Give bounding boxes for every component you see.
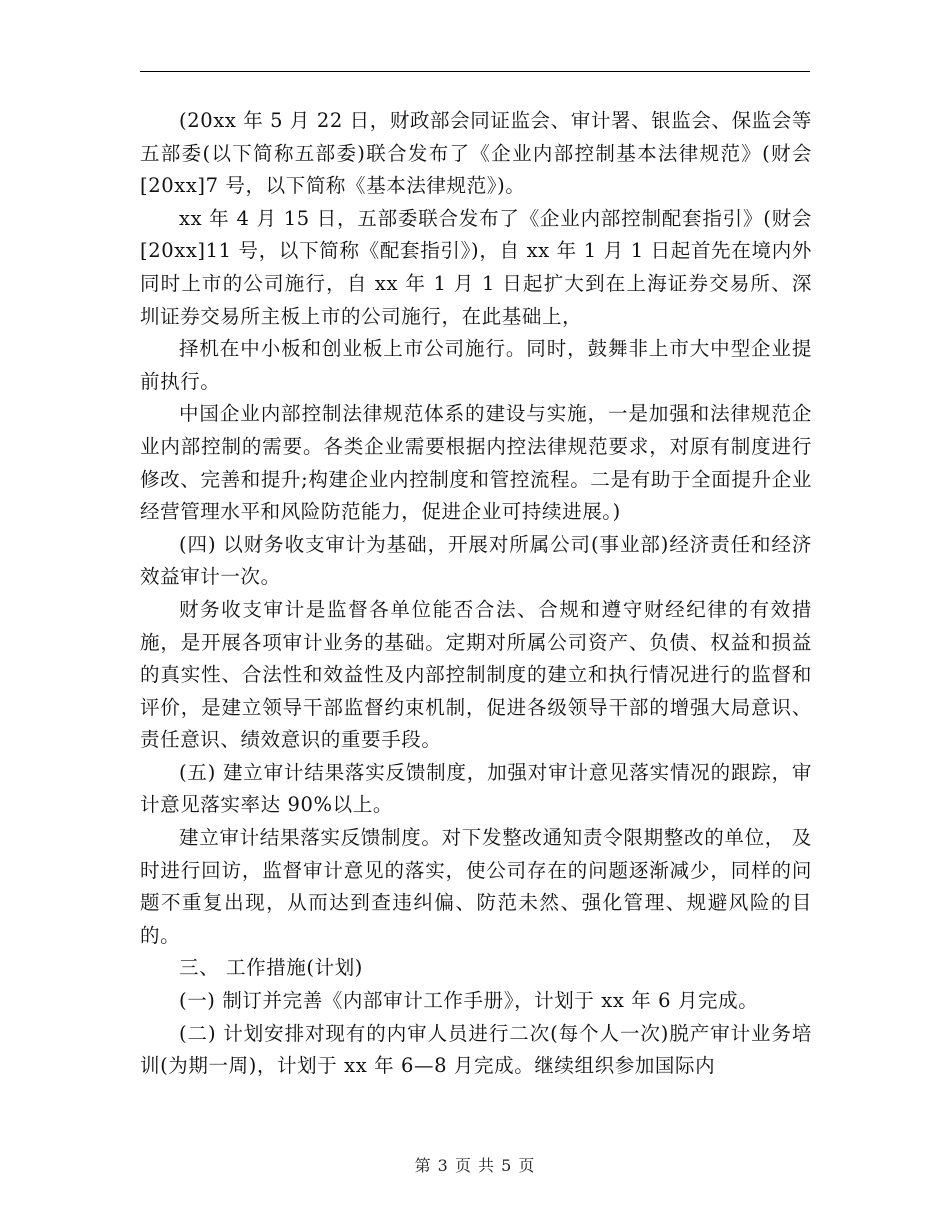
section-heading-5: (五) 建立审计结果落实反馈制度，加强对审计意见落实情况的跟踪，审计意见落实率达 90%以上。 — [140, 760, 812, 817]
paragraph: xx 年 4 月 15 日，五部委联合发布了《企业内部控制配套指引》(财会[20xx]11 号，以下简称《配套指引》)，自 xx 年 1 月 1 日起首先在境内外同时上市的公司施行，自 xx 年 1 月 1 日起扩大到在上海证券交易所、深圳证券交易所主板上市的公司施行，在此基础上， — [140, 206, 812, 328]
paragraph: 择机在中小板和创业板上市公司施行。同时，鼓舞非上市大中型企业提前执行。 — [140, 337, 812, 393]
paragraph: (20xx 年 5 月 22 日，财政部会同证监会、审计署、银监会、保监会等五部委(以下简称五部委)联合发布了《企业内部控制基本法律规范》(财会[20xx]7 号，以下简称《基本法律规范》)。 — [140, 109, 812, 198]
section-heading-4: (四) 以财务收支审计为基础，开展对所属公司(事业部)经济责任和经济效益审计一次。 — [140, 532, 812, 589]
list-item: (一) 制订并完善《内部审计工作手册》，计划于 xx 年 6 月完成。 — [179, 989, 759, 1013]
body-text — [140, 105, 812, 1083]
paragraph: 财务收支审计是监督各单位能否合法、合规和遵守财经纪律的有效措施，是开展各项审计业务的基础。定期对所属公司资产、负债、权益和损益的真实性、合法性和效益性及内部控制制度的建立和执行情况进行的监督和评价，是建立领导干部监督约束机制，促进各级领导干部的增强大局意识、责任意识、绩效意识的重要手段。 — [140, 597, 812, 752]
section-heading-measures: 三、 工作措施(计划) — [179, 956, 364, 980]
paragraph: 建立审计结果落实反馈制度。对下发整改通知责令限期整改的单位， 及时进行回访，监督审计意见的落实，使公司存在的问题逐渐减少，同样的问题不重复出现，从而达到查违纠偏、防范未然、强化管理、规避风险的目的。 — [140, 826, 812, 947]
header-rule — [140, 71, 810, 72]
page-number: 第 3 页 共 5 页 — [414, 1156, 536, 1175]
paragraph: 中国企业内部控制法律规范体系的建设与实施，一是加强和法律规范企业内部控制的需要。各类企业需要根据内控法律规范要求，对原有制度进行修改、完善和提升;构建企业内控制度和管控流程。二是有助于全面提升企业经营管理水平和风险防范能力，促进企业可持续进展。) — [140, 402, 812, 524]
list-item: (二) 计划安排对现有的内审人员进行二次(每个人一次)脱产审计业务培训(为期一周)，计划于 xx 年 6—8 月完成。继续组织参加国际内 — [140, 1021, 812, 1078]
